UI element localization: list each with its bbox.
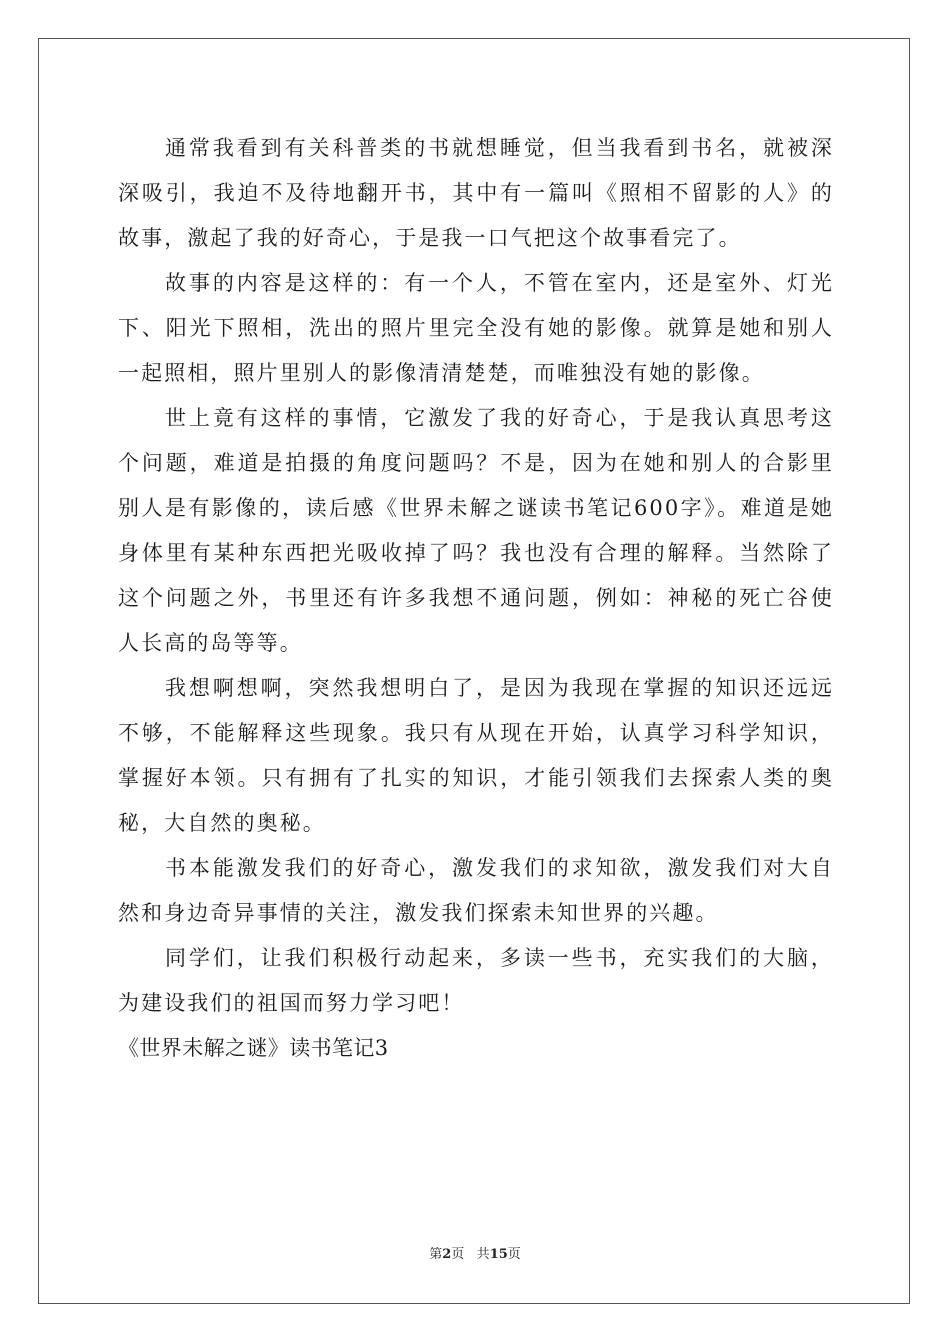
paragraph: 同学们，让我们积极行动起来，多读一些书，充实我们的大脑，为建设我们的祖国而努力学习吧！	[118, 946, 834, 1015]
document-body	[118, 126, 834, 1071]
page-footer	[0, 1243, 950, 1262]
paragraph: 世上竟有这样的事情，它激发了我的好奇心，于是我认真思考这个问题，难道是拍摄的角度问题吗？不是，因为在她和别人的合影里别人是有影像的，读后感《世界未解之谜读书笔记600字》。难道是她身体里有某种东西把光吸收掉了吗？我也没有合理的解释。当然除了这个问题之外，书里还有许多我想不通问题，例如：神秘的死亡谷使人长高的岛等等。	[118, 406, 834, 655]
page-number-suffix: 页	[451, 1247, 465, 1262]
current-page-number: 2	[442, 1247, 452, 1262]
paragraph: 书本能激发我们的好奇心，激发我们的求知欲，激发我们对大自然和身边奇异事情的关注，激发我们探索未知世界的兴趣。	[118, 856, 834, 925]
paragraph: 故事的内容是这样的：有一个人，不管在室内，还是室外、灯光下、阳光下照相，洗出的照片里完全没有她的影像。就算是她和别人一起照相，照片里别人的影像清清楚楚，而唯独没有她的影像。	[118, 271, 834, 385]
paragraph: 我想啊想啊，突然我想明白了，是因为我现在掌握的知识还远远不够，不能解释这些现象。我只有从现在开始，认真学习科学知识，掌握好本领。只有拥有了扎实的知识，才能引领我们去探索人类的奥秘，大自然的奥秘。	[118, 676, 834, 835]
section-heading: 《世界未解之谜》读书笔记3	[118, 1036, 389, 1060]
paragraph: 通常我看到有关科普类的书就想睡觉，但当我看到书名，就被深深吸引，我迫不及待地翻开书，其中有一篇叫《照相不留影的人》的故事，激起了我的好奇心，于是我一口气把这个故事看完了。	[118, 136, 834, 250]
total-pages-prefix: 共	[476, 1247, 490, 1262]
total-pages-suffix: 页	[507, 1247, 521, 1262]
page-number-prefix: 第	[429, 1247, 443, 1262]
total-pages-number: 15	[489, 1247, 508, 1262]
